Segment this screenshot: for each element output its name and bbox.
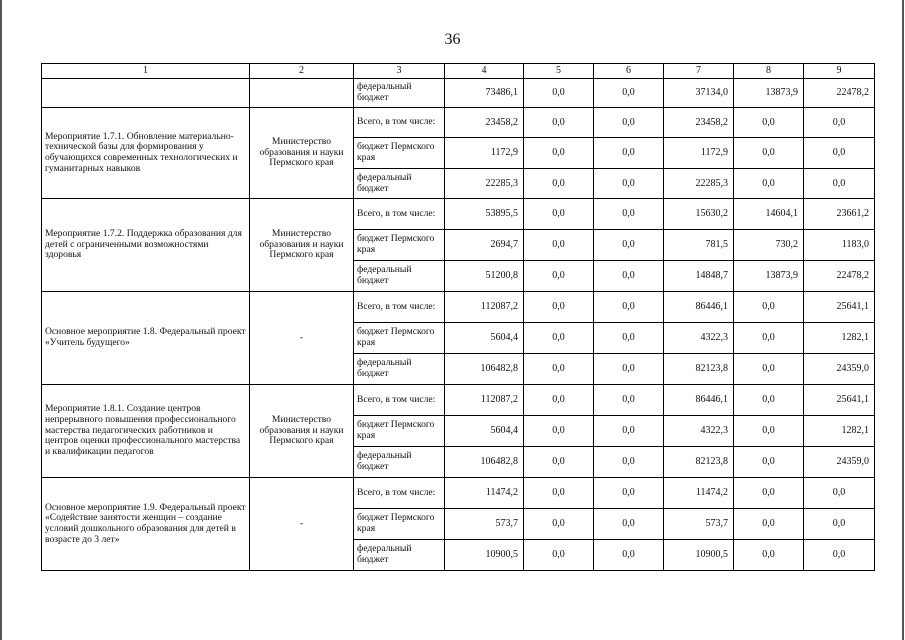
executor-cell-empty: [250, 79, 354, 108]
amount-year: 0,0: [594, 292, 664, 323]
amount-year: 22478,2: [804, 261, 875, 292]
amount-year: 1172,9: [664, 138, 734, 169]
amount-year: 86446,1: [664, 385, 734, 416]
column-header: 1: [42, 64, 250, 79]
amount-total: 23458,2: [445, 108, 524, 138]
amount-total: 112087,2: [445, 385, 524, 416]
amount-year: 0,0: [524, 169, 594, 199]
amount-year: 0,0: [734, 323, 804, 354]
amount-year: 37134,0: [664, 79, 734, 108]
amount-year: 0,0: [734, 509, 804, 540]
amount-year: 0,0: [804, 169, 875, 199]
amount-year: 86446,1: [664, 292, 734, 323]
amount-year: 0,0: [594, 138, 664, 169]
executor-name: Министерство образования и науки Пермского края: [250, 108, 354, 199]
amount-year: 82123,8: [664, 447, 734, 478]
amount-total: 11474,2: [445, 478, 524, 509]
event-cell-empty: [42, 79, 250, 108]
amount-year: 781,5: [664, 230, 734, 261]
event-name: Основное мероприятие 1.9. Федеральный проект «Содействие занятости женщин – создание условий дошкольного образования для детей в возрасте до 3 лет»: [42, 478, 250, 571]
amount-year: 0,0: [524, 292, 594, 323]
scan-edge-left: [0, 0, 2, 640]
column-header: 2: [250, 64, 354, 79]
amount-year: 0,0: [524, 385, 594, 416]
column-header: 7: [664, 64, 734, 79]
amount-year: 82123,8: [664, 354, 734, 385]
scan-edge-right: [902, 0, 904, 640]
amount-year: 4322,3: [664, 416, 734, 447]
amount-year: 0,0: [734, 354, 804, 385]
funding-source: федеральный бюджет: [354, 540, 445, 571]
column-header: 4: [445, 64, 524, 79]
amount-year: 0,0: [734, 447, 804, 478]
amount-year: 0,0: [524, 416, 594, 447]
amount-year: 0,0: [804, 478, 875, 509]
amount-year: 0,0: [594, 509, 664, 540]
amount-year: 0,0: [524, 230, 594, 261]
amount-year: 0,0: [804, 108, 875, 138]
funding-source: федеральный бюджет: [354, 79, 445, 108]
funding-source: федеральный бюджет: [354, 447, 445, 478]
amount-year: 0,0: [524, 79, 594, 108]
amount-year: 0,0: [594, 169, 664, 199]
amount-year: 24359,0: [804, 354, 875, 385]
event-name: Мероприятие 1.7.1. Обновление материально-технической базы для формирования у обучающихся современных технологических и гуманитарных навыков: [42, 108, 250, 199]
amount-year: 0,0: [734, 138, 804, 169]
amount-year: 0,0: [594, 261, 664, 292]
amount-year: 0,0: [594, 416, 664, 447]
event-name: Мероприятие 1.7.2. Поддержка образования для детей с ограниченными возможностями здоровья: [42, 199, 250, 292]
amount-year: 0,0: [594, 199, 664, 230]
amount-year: 0,0: [524, 323, 594, 354]
amount-year: 23661,2: [804, 199, 875, 230]
table-row: [42, 478, 875, 509]
amount-year: 0,0: [804, 138, 875, 169]
budget-table: [41, 63, 875, 571]
event-name: Мероприятие 1.8.1. Создание центров непрерывного повышения профессионального мастерства педагогических работников и центров оценки профессионального мастерства и квалификации педагогов: [42, 385, 250, 478]
amount-total: 112087,2: [445, 292, 524, 323]
amount-year: 14848,7: [664, 261, 734, 292]
amount-year: 0,0: [594, 79, 664, 108]
executor-name: -: [250, 478, 354, 571]
amount-year: 0,0: [734, 540, 804, 571]
amount-year: 0,0: [524, 138, 594, 169]
funding-source: Всего, в том числе:: [354, 292, 445, 323]
amount-year: 14604,1: [734, 199, 804, 230]
amount-year: 25641,1: [804, 292, 875, 323]
amount-year: 15630,2: [664, 199, 734, 230]
amount-year: 0,0: [734, 385, 804, 416]
amount-year: 0,0: [734, 108, 804, 138]
amount-year: 0,0: [594, 385, 664, 416]
amount-total: 51200,8: [445, 261, 524, 292]
amount-year: 0,0: [594, 230, 664, 261]
amount-year: 1282,1: [804, 323, 875, 354]
amount-year: 1183,0: [804, 230, 875, 261]
amount-total: 53895,5: [445, 199, 524, 230]
amount-total: 2694,7: [445, 230, 524, 261]
funding-source: федеральный бюджет: [354, 169, 445, 199]
amount-year: 0,0: [524, 447, 594, 478]
amount-year: 0,0: [594, 540, 664, 571]
amount-year: 0,0: [734, 169, 804, 199]
funding-source: Всего, в том числе:: [354, 199, 445, 230]
amount-year: 573,7: [664, 509, 734, 540]
funding-source: бюджет Пермского края: [354, 323, 445, 354]
funding-source: Всего, в том числе:: [354, 108, 445, 138]
amount-year: 22478,2: [804, 79, 875, 108]
amount-total: 5604,4: [445, 323, 524, 354]
amount-year: 0,0: [524, 261, 594, 292]
executor-name: Министерство образования и науки Пермского края: [250, 385, 354, 478]
amount-year: 730,2: [734, 230, 804, 261]
amount-year: 0,0: [524, 540, 594, 571]
amount-year: 0,0: [524, 199, 594, 230]
amount-year: 0,0: [594, 354, 664, 385]
funding-source: бюджет Пермского края: [354, 230, 445, 261]
amount-year: 0,0: [804, 509, 875, 540]
executor-name: Министерство образования и науки Пермского края: [250, 199, 354, 292]
amount-year: 0,0: [804, 540, 875, 571]
amount-year: 4322,3: [664, 323, 734, 354]
amount-year: 0,0: [734, 292, 804, 323]
amount-year: 23458,2: [664, 108, 734, 138]
funding-source: бюджет Пермского края: [354, 138, 445, 169]
amount-year: 0,0: [594, 108, 664, 138]
amount-total: 106482,8: [445, 354, 524, 385]
amount-year: 11474,2: [664, 478, 734, 509]
funding-source: бюджет Пермского края: [354, 509, 445, 540]
column-header: 6: [594, 64, 664, 79]
amount-year: 0,0: [524, 354, 594, 385]
table-row: [42, 108, 875, 138]
column-header: 5: [524, 64, 594, 79]
amount-total: 573,7: [445, 509, 524, 540]
amount-year: 0,0: [734, 478, 804, 509]
column-header: 8: [734, 64, 804, 79]
funding-source: федеральный бюджет: [354, 354, 445, 385]
amount-year: 0,0: [594, 478, 664, 509]
amount-year: 0,0: [594, 323, 664, 354]
table-row: [42, 385, 875, 416]
amount-total: 22285,3: [445, 169, 524, 199]
amount-year: 10900,5: [664, 540, 734, 571]
funding-source: федеральный бюджет: [354, 261, 445, 292]
funding-source: бюджет Пермского края: [354, 416, 445, 447]
amount-year: 13873,9: [734, 79, 804, 108]
amount-year: 0,0: [524, 509, 594, 540]
amount-year: 0,0: [734, 416, 804, 447]
amount-total: 1172,9: [445, 138, 524, 169]
amount-year: 22285,3: [664, 169, 734, 199]
amount-year: 0,0: [594, 447, 664, 478]
amount-year: 13873,9: [734, 261, 804, 292]
column-header: 9: [804, 64, 875, 79]
column-number-row: [42, 64, 875, 79]
amount-total: 106482,8: [445, 447, 524, 478]
amount-total: 5604,4: [445, 416, 524, 447]
column-header: 3: [354, 64, 445, 79]
amount-year: 0,0: [524, 478, 594, 509]
table-row: [42, 292, 875, 323]
page-number: 36: [444, 31, 461, 48]
amount-total: 10900,5: [445, 540, 524, 571]
table-row: [42, 199, 875, 230]
funding-source: Всего, в том числе:: [354, 385, 445, 416]
amount-year: 0,0: [524, 108, 594, 138]
executor-name: -: [250, 292, 354, 385]
funding-source: Всего, в том числе:: [354, 478, 445, 509]
amount-year: 1282,1: [804, 416, 875, 447]
amount-year: 25641,1: [804, 385, 875, 416]
event-name: Основное мероприятие 1.8. Федеральный проект «Учитель будущего»: [42, 292, 250, 385]
amount-year: 24359,0: [804, 447, 875, 478]
amount-total: 73486,1: [445, 79, 524, 108]
table-row: [42, 79, 875, 108]
